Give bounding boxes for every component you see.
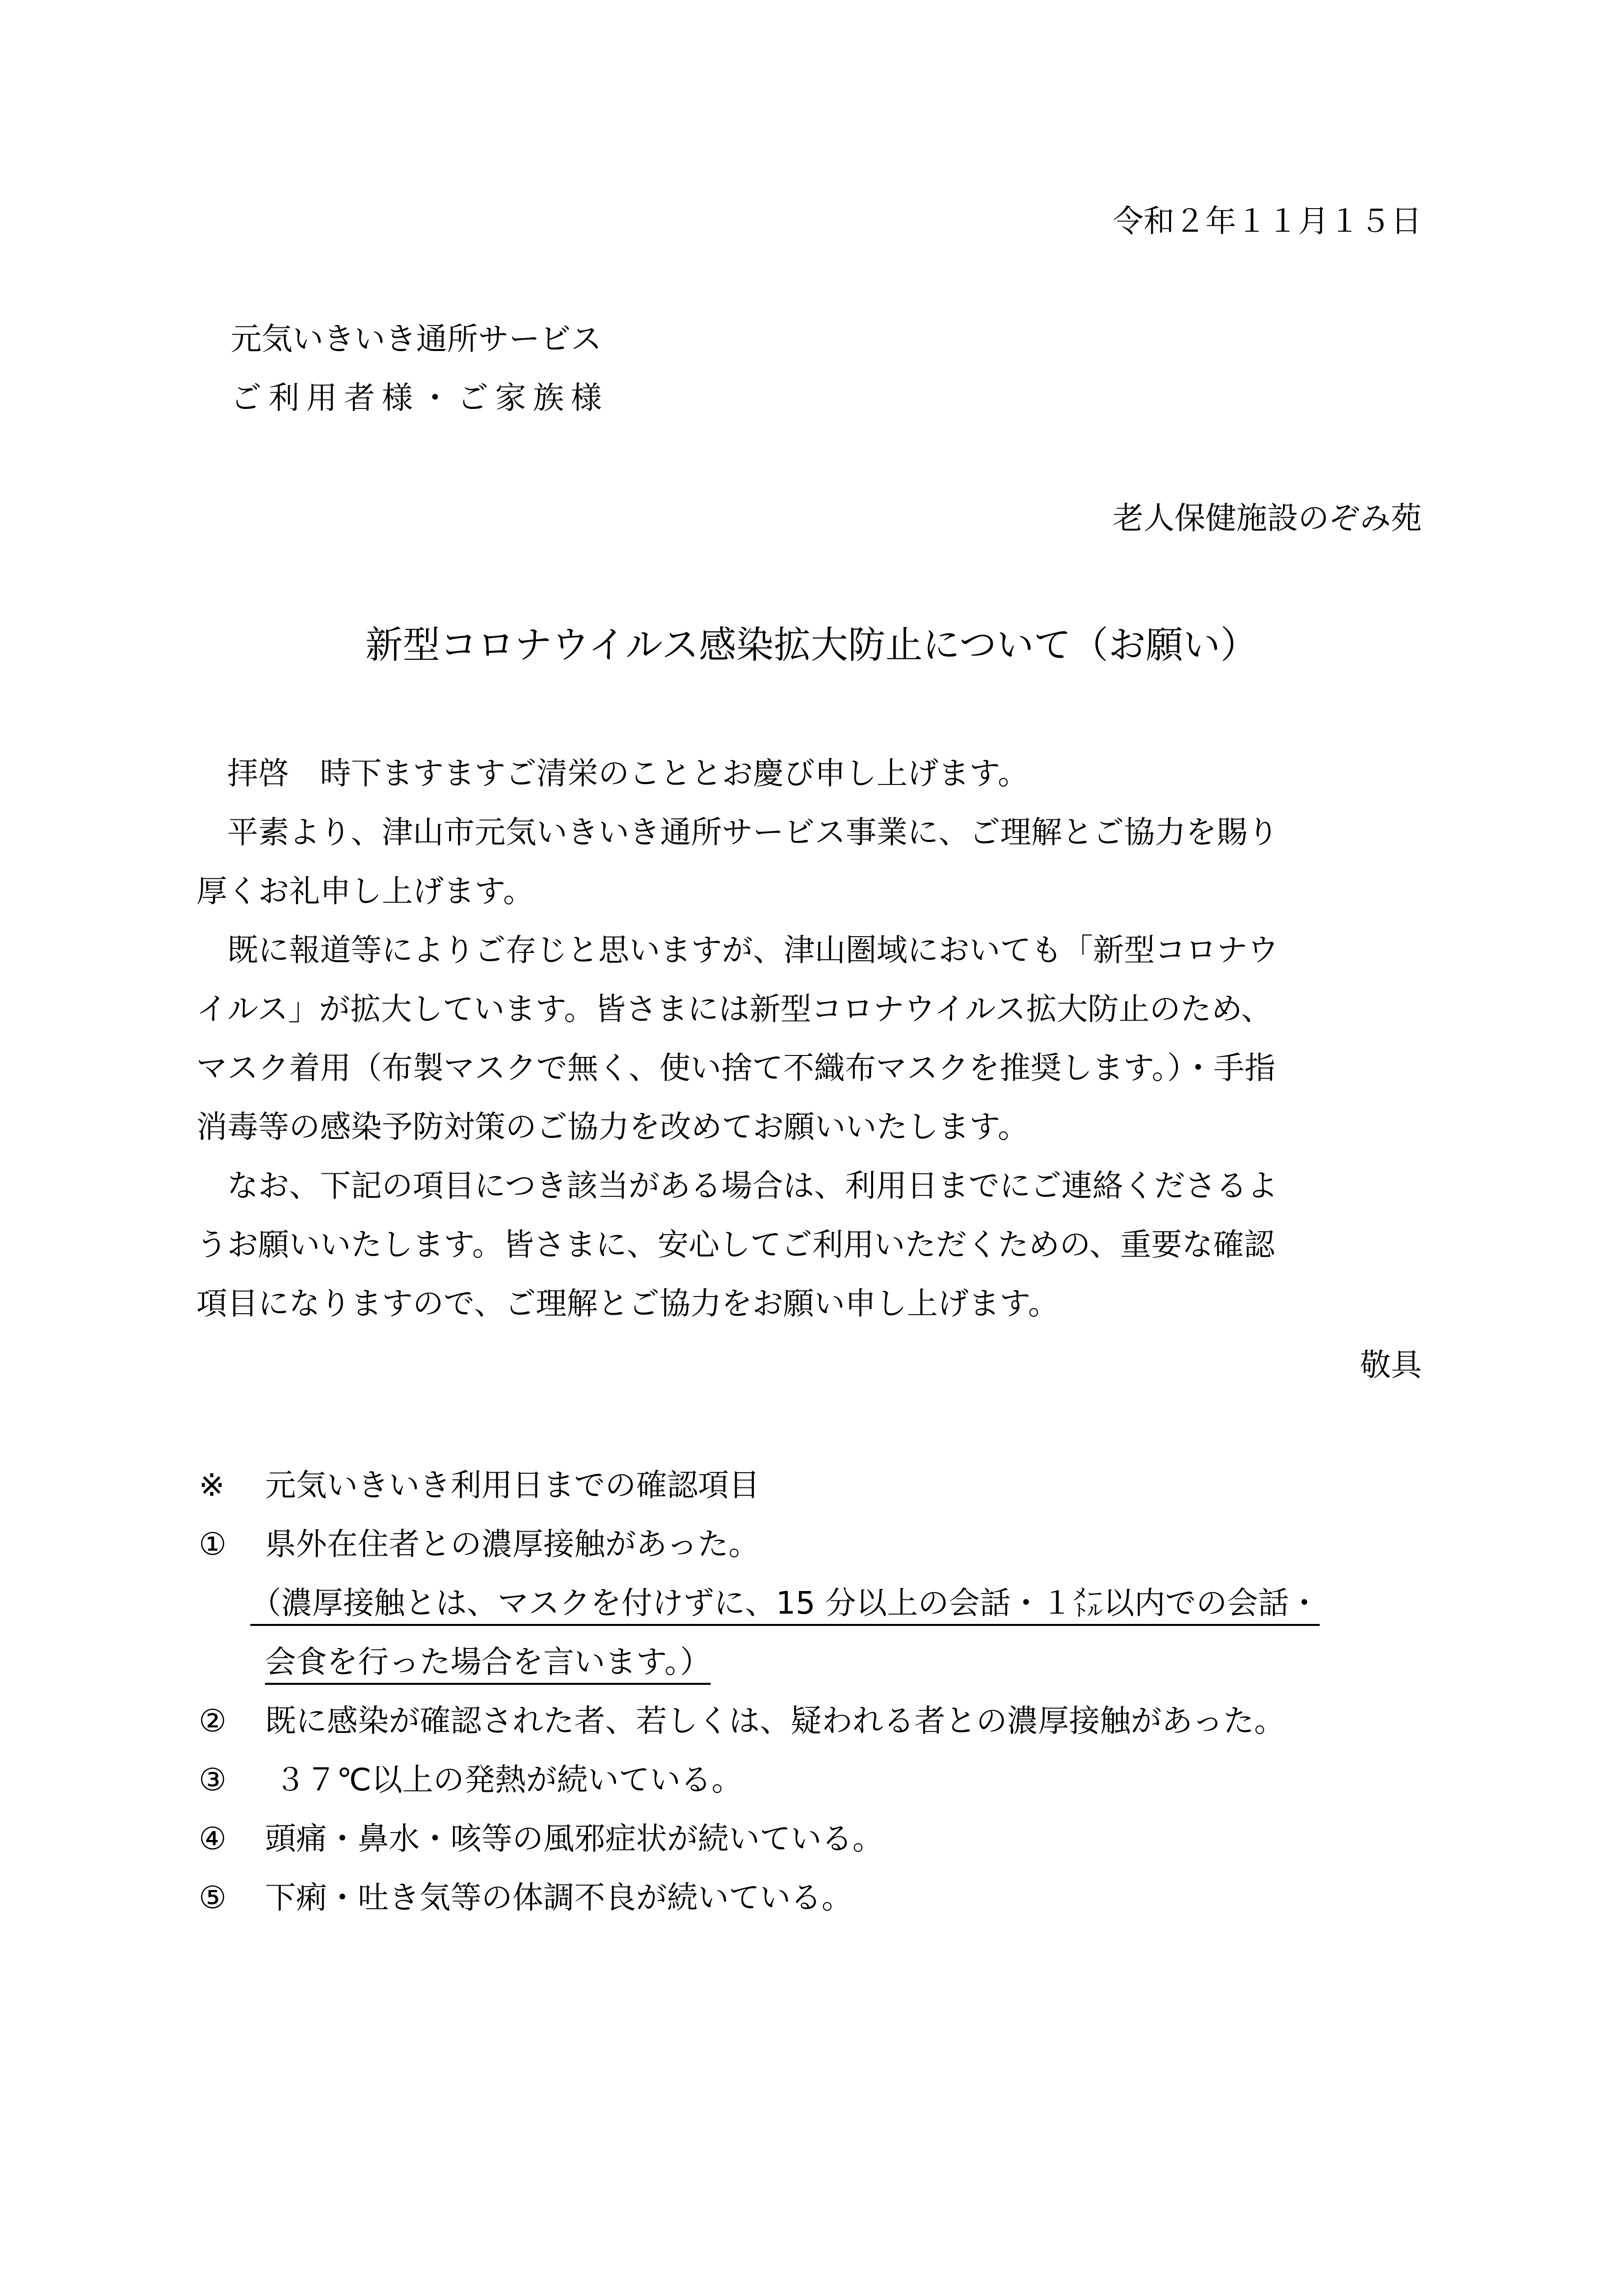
checklist-item: 下痢・吐き気等の体調不良が続いている。 [265,1880,852,1916]
body-line: イルス」が拡大しています。皆さまには新型コロナウイルス拡大防止のため、 [196,991,1272,1027]
note-underlined-text: （濃厚接触とは、マスクを付けずに、15 分以上の会話・１㍍以内での会話・ [250,1585,1320,1626]
closing-keigu: 敬具 [1360,1347,1422,1383]
letter-title: 新型コロナウイルス感染拡大防止について（お願い） [365,623,1258,667]
body-line: 消毒等の感染予防対策のご協力を改めてお願いいたします。 [196,1109,1029,1145]
recipient-line-2: ご利用者様・ご家族様 [231,380,609,416]
checklist-item: 県外在住者との濃厚接触があった。 [265,1526,760,1562]
body-line: 平素より、津山市元気いきいき通所サービス事業に、ご理解とご協力を賜り [196,814,1278,850]
checklist-item: 頭痛・鼻水・咳等の風邪症状が続いている。 [265,1821,883,1857]
item-number: ② [199,1703,227,1739]
body-line: 厚くお礼申し上げます。 [196,873,534,909]
letter-date: 令和２年１１月１５日 [1113,203,1422,239]
close-contact-note-line-1 [250,1583,1320,1623]
sender-name: 老人保健施設のぞみ苑 [1113,500,1422,536]
body-line: 拝啓 時下ますますご清栄のこととお慶び申し上げます。 [196,756,1029,791]
note-mark: ※ [199,1467,225,1503]
note-underlined-text: 会食を行った場合を言います。） [265,1644,711,1685]
checklist-item: ３７℃以上の発熱が続いている。 [275,1762,743,1798]
checklist-item: 既に感染が確認された者、若しくは、疑われる者との濃厚接触があった。 [265,1703,1285,1739]
checklist-heading: 元気いきいき利用日までの確認項目 [265,1467,760,1503]
recipient-line-1: 元気いきいき通所サービス [231,321,602,357]
item-number: ① [199,1526,227,1562]
close-contact-note-line-2 [265,1642,711,1682]
body-line: なお、下記の項目につき該当がある場合は、利用日までにご連絡くださるよ [196,1168,1278,1204]
item-number: ⑤ [199,1880,227,1916]
item-number: ④ [199,1821,227,1857]
body-line: 項目になりますので、ご理解とご協力をお願い申し上げます。 [196,1286,1059,1322]
body-line: マスク着用（布製マスクで無く、使い捨て不織布マスクを推奨します。）・手指 [196,1050,1276,1086]
item-number: ③ [199,1762,227,1798]
body-line: うお願いいたします。皆さまに、安心してご利用いただくための、重要な確認 [196,1227,1275,1263]
body-line: 既に報道等によりご存じと思いますが、津山圏域においても「新型コロナウ [196,932,1278,968]
